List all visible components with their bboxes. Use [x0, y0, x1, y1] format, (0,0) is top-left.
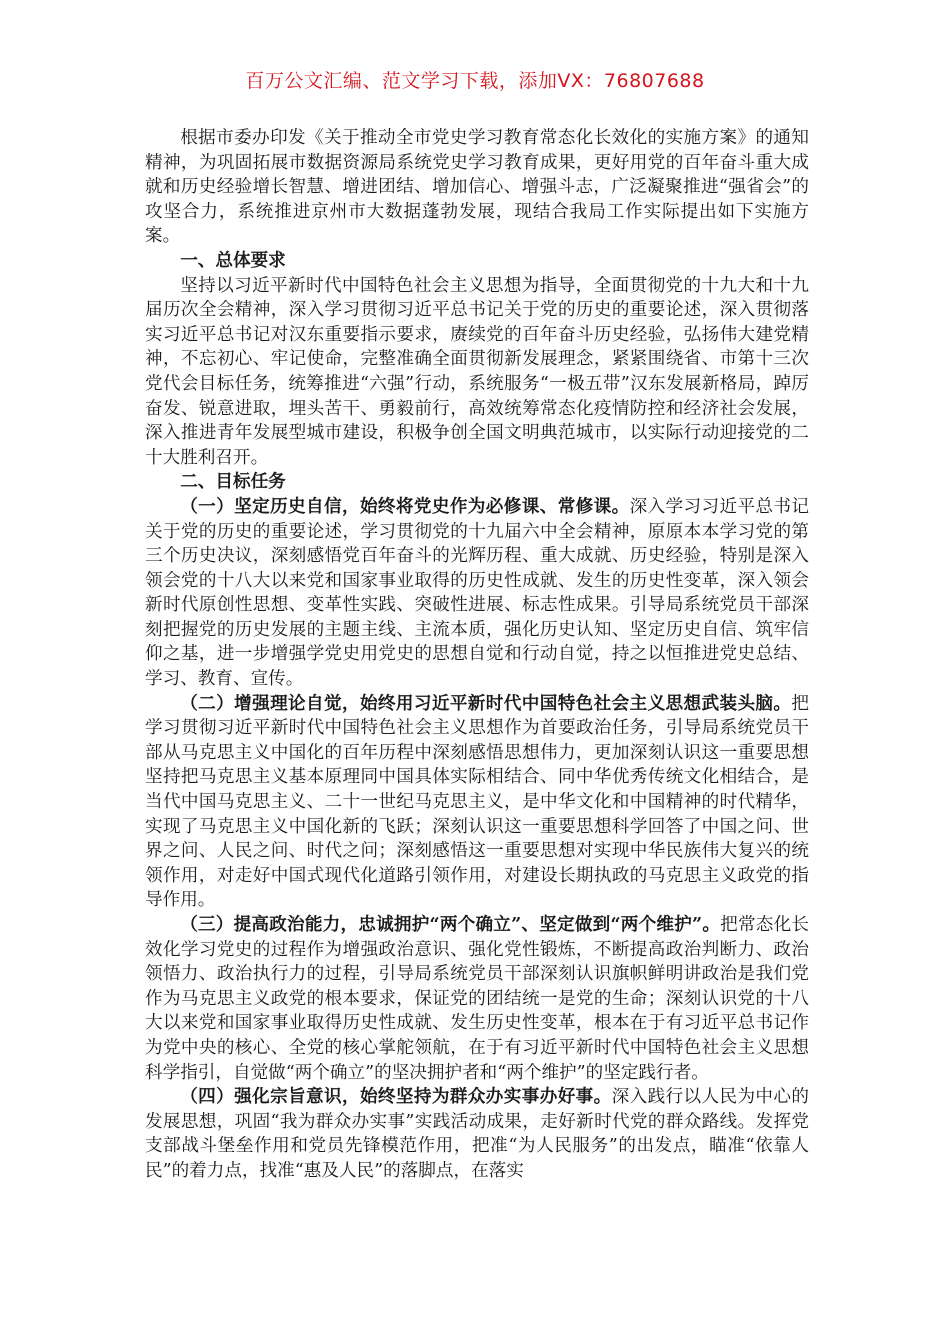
task-body-4: 深入践行以人民为中心的发展思想，巩固“我为群众办实事”实践活动成果，走好新时代党的群众路线。发挥党支部战斗堡垒作用和党员先锋模范作用，把准“为人民服务”的出发点，瞄准“依靠人民”的着力点，找准“惠及人民”的落脚点，在落实 [145, 1087, 809, 1181]
task-title-2: （二）增强理论自觉，始终用习近平新时代中国特色社会主义思想武装头脑。 [180, 692, 792, 714]
intro-paragraph: 根据市委办印发《关于推动全市党史学习教育常态化长效化的实施方案》的通知精神，为巩固拓展市数据资源局系统党史学习教育成果，更好用党的百年奋斗重大成就和历史经验增长智慧、增进团结、增加信心、增强斗志，广泛凝聚推进“强省会”的攻坚合力，系统推进京州市大数据蓬勃发展，现结合我局工作实际提出如下实施方案。 [145, 128, 809, 247]
task-body-1: 深入学习习近平总书记关于党的历史的重要论述，学习贯彻党的十九届六中全会精神，原原本本学习党的第三个历史决议，深刻感悟党百年奋斗的光辉历程、重大成就、历史经验，特别是深入领会党的十八大以来党和国家事业取得的历史性成就、发生的历史性变革，深入领会新时代原创性思想、变革性实践、突破性进展、标志性成果。引导局系统党员干部深刻把握党的历史发展的主题主线、主流本质，强化历史认知、坚定历史自信、筑牢信仰之基，进一步增强学党史用党史的思想自觉和行动自觉，持之以恒推进党史总结、学习、教育、宣传。 [145, 496, 809, 690]
section-heading-goals-tasks: 二、目标任务 [180, 471, 286, 493]
section-heading-general-requirements: 一、总体要求 [180, 249, 286, 271]
document-body [145, 126, 809, 1184]
task-paragraph-3 [145, 913, 809, 1085]
task-paragraph-2 [145, 692, 809, 913]
task-title-1: （一）坚定历史自信，始终将党史作为必修课、常修课。 [180, 495, 630, 517]
task-title-4: （四）强化宗旨意识，始终坚持为群众办实事办好事。 [180, 1086, 612, 1108]
task-body-2: 把学习贯彻习近平新时代中国特色社会主义思想作为首要政治任务，引导局系统党员干部从马克思主义中国化的百年历程中深刻感悟思想伟力，更加深刻认识这一重要思想坚持把马克思主义基本原理同中国具体实际相结合、同中华优秀传统文化相结合，是当代中国马克思主义、二十一世纪马克思主义，是中华文化和中国精神的时代精华，实现了马克思主义中国化新的飞跃；深刻认识这一重要思想科学回答了中国之问、世界之问、人民之问、时代之问；深刻感悟这一重要思想对实现中华民族伟大复兴的统领作用，对走好中国式现代化道路引领作用，对建设长期执政的马克思主义政党的指导作用。 [145, 693, 809, 911]
task-body-3: 把常态化长效化学习党史的过程作为增强政治意识、强化党性锻炼，不断提高政治判断力、政治领悟力、政治执行力的过程，引导局系统党员干部深刻认识旗帜鲜明讲政治是我们党作为马克思主义政党的根本要求，保证党的团结统一是党的生命；深刻认识党的十八大以来党和国家事业取得历史性成就、发生历史性变革，根本在于有习近平总书记作为党中央的核心、全党的核心掌舵领航，在于有习近平新时代中国特色社会主义思想科学指引，自觉做“两个确立”的坚决拥护者和“两个维护”的坚定践行者。 [145, 915, 809, 1083]
header-banner: 百万公文汇编、范文学习下载，添加VX：76807688 [245, 70, 705, 92]
task-paragraph-1 [145, 495, 809, 692]
general-requirements-paragraph: 坚持以习近平新时代中国特色社会主义思想为指导，全面贯彻党的十九大和十九届历次全会精神，深入学习贯彻习近平总书记关于党的历史的重要论述，深入贯彻落实习近平总书记对汉东重要指示要求，赓续党的百年奋斗历史经验，弘扬伟大建党精神，不忘初心、牢记使命，完整准确全面贯彻新发展理念，紧紧围绕省、市第十三次党代会目标任务，统筹推进“六强”行动，系统服务“一极五带”汉东发展新格局，踔厉奋发、锐意进取，埋头苦干、勇毅前行，高效统筹常态化疫情防控和经济社会发展，深入推进青年发展型城市建设，积极争创全国文明典范城市，以实际行动迎接党的二十大胜利召开。 [145, 275, 809, 468]
task-title-3: （三）提高政治能力，忠诚拥护“两个确立”、坚定做到“两个维护”。 [180, 914, 721, 935]
task-paragraph-4 [145, 1085, 809, 1183]
